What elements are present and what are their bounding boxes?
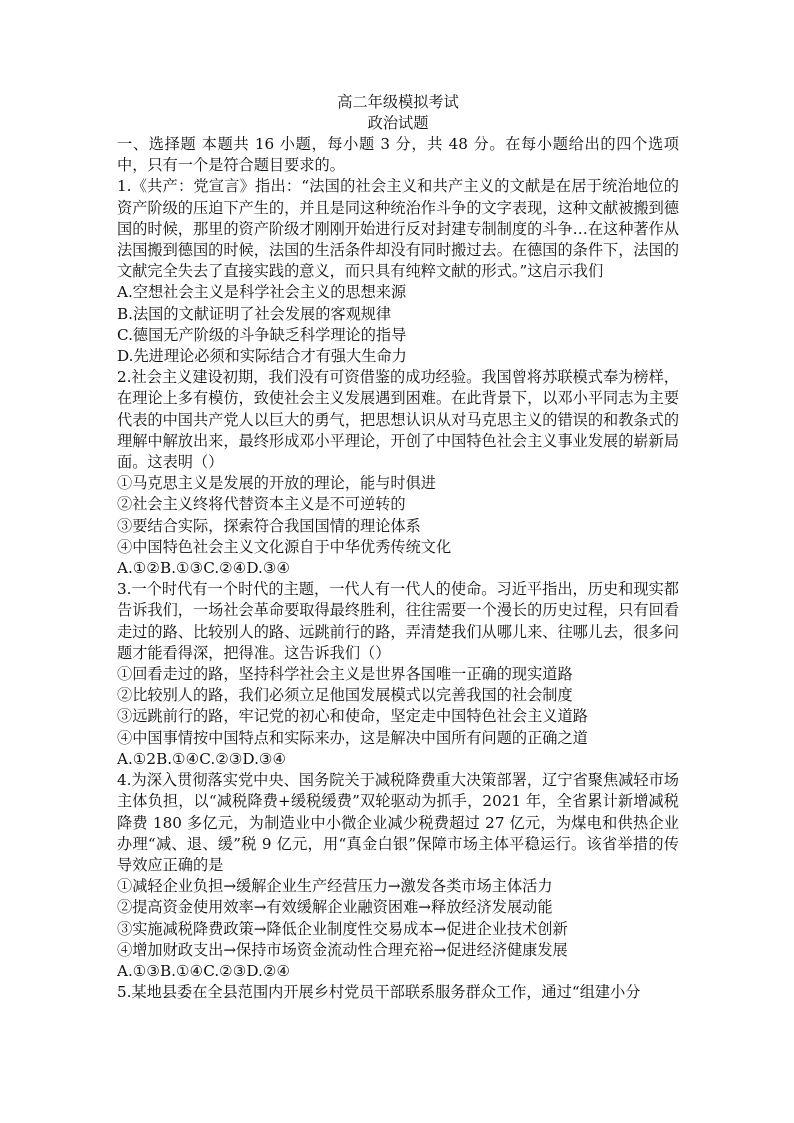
- question-4-statement-3: ③实施减税降费政策→降低企业制度性交易成本→促进企业技术创新: [117, 919, 568, 938]
- question-1-option-a: A.空想社会主义是科学社会主义的思想来源: [117, 283, 407, 302]
- question-5-stem: 5.某地县委在全县范围内开展乡村党员干部联系服务群众工作，通过“组建小分: [117, 983, 641, 1002]
- section-instructions: 一、选择题 本题共 16 小题，每小题 3 分，共 48 分。在每小题给出的四个选项中，只有一个是符合题目要求的。: [117, 135, 679, 175]
- exam-title: 高二年级模拟考试: [337, 93, 459, 111]
- question-1-option-b: B.法国的文献证明了社会发展的客观规律: [117, 304, 392, 323]
- question-1-option-d: D.先进理论必须和实际结合才有强大生命力: [117, 347, 407, 366]
- question-3-statement-3: ③远跳前行的路，牢记党的初心和使命，坚定走中国特色社会主义道路: [117, 707, 588, 726]
- question-3-options: A.①2B.①④C.②③D.③④: [117, 749, 287, 768]
- question-1-option-c: C.德国无产阶级的斗争缺乏科学理论的指导: [117, 325, 407, 344]
- question-2-statement-1: ①马克思主义是发展的开放的理论，能与时俱进: [117, 474, 436, 493]
- question-4-statement-2: ②提高资金使用效率→有效缓解企业融资困难→释放经济发展动能: [117, 898, 553, 917]
- question-3-stem: 3.一个时代有一个时代的主题，一代人有一代人的使命。习近平指出，历史和现实都告诉我们，一场社会革命要取得最终胜利，往往需要一个漫长的历史过程，只有回看走过的路、比较别人的路、远跳前行的路，弄清楚我们从哪儿来、往哪儿去，很多问题才能看得深，把得准。这告诉我们（）: [117, 580, 679, 662]
- question-1-stem: 1.《共产：党宣言》指出：“法国的社会主义和共产主义的文献是在居于统治地位的资产阶级的压迫下产生的，并且是同这种统治作斗争的文字表现，这种文献被搬到德国的时候，那里的资产阶级才刚刚开始进行反对封建专制制度的斗争…在这种著作从法国搬到德国的时候，法国的生活条件却没有同时搬过去。在德国的条件下，法国的文献完全失去了直接实践的意义，而只具有纯粹文献的形式。”这启示我们: [117, 177, 679, 281]
- question-3-statement-2: ②比较别人的路，我们必须立足他国发展模式以完善我国的社会制度: [117, 686, 573, 705]
- question-4-statement-1: ①减轻企业负担→缓解企业生产经营压力→激发各类市场主体活力: [117, 877, 553, 896]
- question-2-options: A.①②B.①③C.②④D.③④: [117, 559, 291, 578]
- question-4-stem: 4.为深入贯彻落实党中央、国务院关于减税降费重大决策部署，辽宁省聚焦减轻市场主体负担，以“减税降费+缓税缓费”双轮驱动为抓手，2021 年，全省累计新增减税降费 180 多亿元，为制造业中小微企业减少税费超过 27 亿元，为煤电和供热企业办理“减、退、缓”税 9 亿元，用“真金白银”保障市场主体平稳运行。该省举措的传导效应正确的是: [117, 771, 679, 874]
- question-2-statement-2: ②社会主义终将代替资本主义是不可逆转的: [117, 495, 406, 514]
- exam-page: [117, 92, 679, 1003]
- question-4-statement-4: ④增加财政支出→保持市场资金流动性合理充裕→促进经济健康发展: [117, 940, 568, 959]
- question-2-statement-3: ③要结合实际，探索符合我国国情的理论体系: [117, 516, 421, 535]
- question-4-options: A.①③B.①④C.②③D.②④: [117, 961, 291, 980]
- question-3-statement-1: ①回看走过的路，坚持科学社会主义是世界各国唯一正确的现实道路: [117, 665, 573, 684]
- question-2-statement-4: ④中国特色社会主义文化源自于中华优秀传统文化: [117, 537, 452, 556]
- question-3-statement-4: ④中国事情按中国特点和实际来办，这是解决中国所有问题的正确之道: [117, 728, 588, 747]
- question-2-stem: 2.社会主义建设初期，我们没有可资借鉴的成功经验。我国曾将苏联模式奉为榜样，在理论上多有模仿，致使社会主义发展遇到困难。在此背景下，以邓小平同志为主要代表的中国共产党人以巨大的勇气，把思想认识从对马克思主义的错误的和教条式的理解中解放出来，最终形成邓小平理论，开创了中国特色社会主义事业发展的崭新局面。这表明（）: [117, 368, 679, 472]
- exam-subtitle: 政治试题: [367, 114, 429, 132]
